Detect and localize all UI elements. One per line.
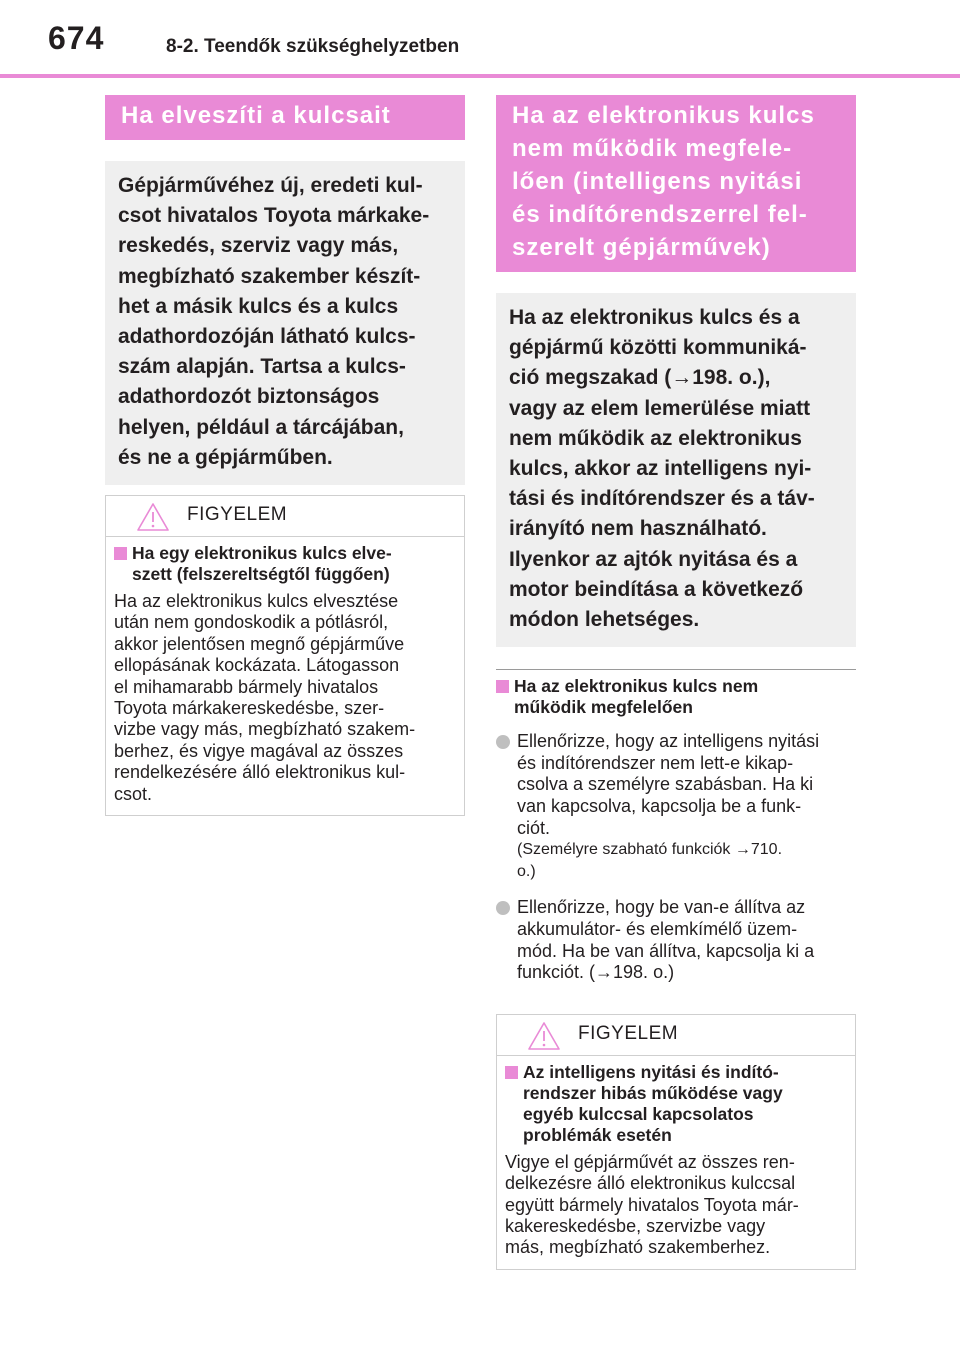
intro-line: ció megszakad (→198. o.), — [509, 366, 771, 390]
intro-line: nem működik az elektronikus — [509, 426, 802, 450]
caution-text: Ha az elektronikus kulcs elvesztése után nem gondoskodik a pótlásról, akkor jelentősen megnő gépjárműve ellopásának kockázata. Látogasson el mihamarabb bármely hivatalos Toyota márkakereskedésbe, szer- vizbe vagy más, megbízható szakem- berhez, és vigye magával az összes rendelkezésére álló elektronikus kul- csot. — [114, 591, 416, 804]
section-divider — [496, 669, 856, 670]
caution-item-title: Az intelligens nyitási és indító- rendszer hibás működése vagy egyéb kulccsal kapcsolatos problémák esetén — [505, 1062, 847, 1146]
caution-label: FIGYELEM — [187, 504, 288, 526]
square-bullet-icon — [114, 547, 127, 560]
warning-triangle-icon — [136, 502, 170, 532]
intro-line: Ilyenkor az ajtók nyitása és a — [509, 547, 798, 571]
intro-line: csot hivatalos Toyota márkake- — [118, 204, 430, 228]
bullet-item: Ellenőrizze, hogy be van-e állítva az akkumulátor- és elemkímélő üzem- mód. Ha be van állítva, kapcsolja ki a funkciót. (→198. o.) — [496, 897, 856, 983]
page-number: 674 — [48, 20, 105, 56]
bullet-item: Ellenőrizze, hogy az intelligens nyitási és indítórendszer nem lett-e kikap- csolva a személyre szabásban. Ha ki van kapcsolva, kapcsolja be a funk- ciót. (Személyre szabható funkciók →710. o.) — [496, 731, 856, 882]
key-malfunction-heading: Ha az elektronikus kulcs nem működik megfele- lően (intelligens nyitási és indítórendszerrel fel- szerelt gépjárművek) — [496, 95, 856, 272]
intro-line: helyen, például a tárcájában, — [118, 415, 404, 439]
round-bullet-icon — [496, 735, 510, 749]
intro-line: tási és indítórendszer és a táv- — [509, 487, 815, 511]
left-column — [105, 95, 465, 816]
intro-line: reskedés, szerviz vagy más, — [118, 234, 399, 258]
intro-line: vagy az elem lemerülése miatt — [509, 396, 811, 420]
intro-line: irányító nem használható. — [509, 517, 767, 541]
key-malfunction-intro — [496, 293, 856, 647]
intro-line: Gépjárművéhez új, eredeti kul- — [118, 174, 423, 197]
caution-body — [497, 1056, 855, 1269]
intro-line: adathordozóján látható kulcs- — [118, 325, 416, 349]
warning-triangle-icon — [527, 1021, 561, 1051]
intro-line: és ne a gépjárműben. — [118, 445, 333, 469]
caution-body — [106, 537, 464, 815]
intro-line: gépjármű közötti kommuniká- — [509, 336, 807, 360]
section-title: 8-2. Teendők szükséghelyzetben — [166, 36, 460, 57]
square-bullet-icon — [505, 1066, 518, 1079]
intro-line: módon lehetséges. — [509, 608, 700, 632]
lost-keys-heading: Ha elveszíti a kulcsait — [105, 95, 465, 140]
intro-line: motor beindítása a következő — [509, 577, 804, 601]
lost-keys-intro — [105, 161, 465, 485]
caution-header — [106, 496, 464, 537]
header-rule — [0, 74, 960, 78]
intro-line: het a másik kulcs és a kulcs — [118, 294, 399, 318]
caution-text: Vigye el gépjárművét az összes ren- delkezésre álló elektronikus kulccsal együtt bármely hivatalos Toyota már- kakereskedésbe, szervizbe vagy más, megbízható szakemberhez. — [505, 1151, 799, 1258]
intro-line: szám alapján. Tartsa a kulcs- — [118, 355, 406, 379]
caution-box-smart-key — [496, 1014, 856, 1270]
round-bullet-icon — [496, 901, 510, 915]
caution-box-lost-key — [105, 495, 465, 816]
intro-line: adathordozót biztonságos — [118, 385, 380, 409]
page-header — [0, 0, 960, 80]
caution-header — [497, 1015, 855, 1056]
square-bullet-icon — [496, 680, 509, 693]
intro-line: kulcs, akkor az intelligens nyi- — [509, 457, 812, 481]
item-title: Ha az elektronikus kulcs nem működik megfelelően — [496, 676, 856, 718]
caution-item-title: Ha egy elektronikus kulcs elve- szett (felszereltségtől függően) — [114, 543, 456, 585]
intro-line: megbízható szakember készít- — [118, 264, 421, 288]
malfunction-item — [496, 676, 856, 984]
intro-line: Ha az elektronikus kulcs és a — [509, 306, 800, 329]
right-column — [496, 95, 856, 1270]
caution-label: FIGYELEM — [578, 1022, 679, 1044]
